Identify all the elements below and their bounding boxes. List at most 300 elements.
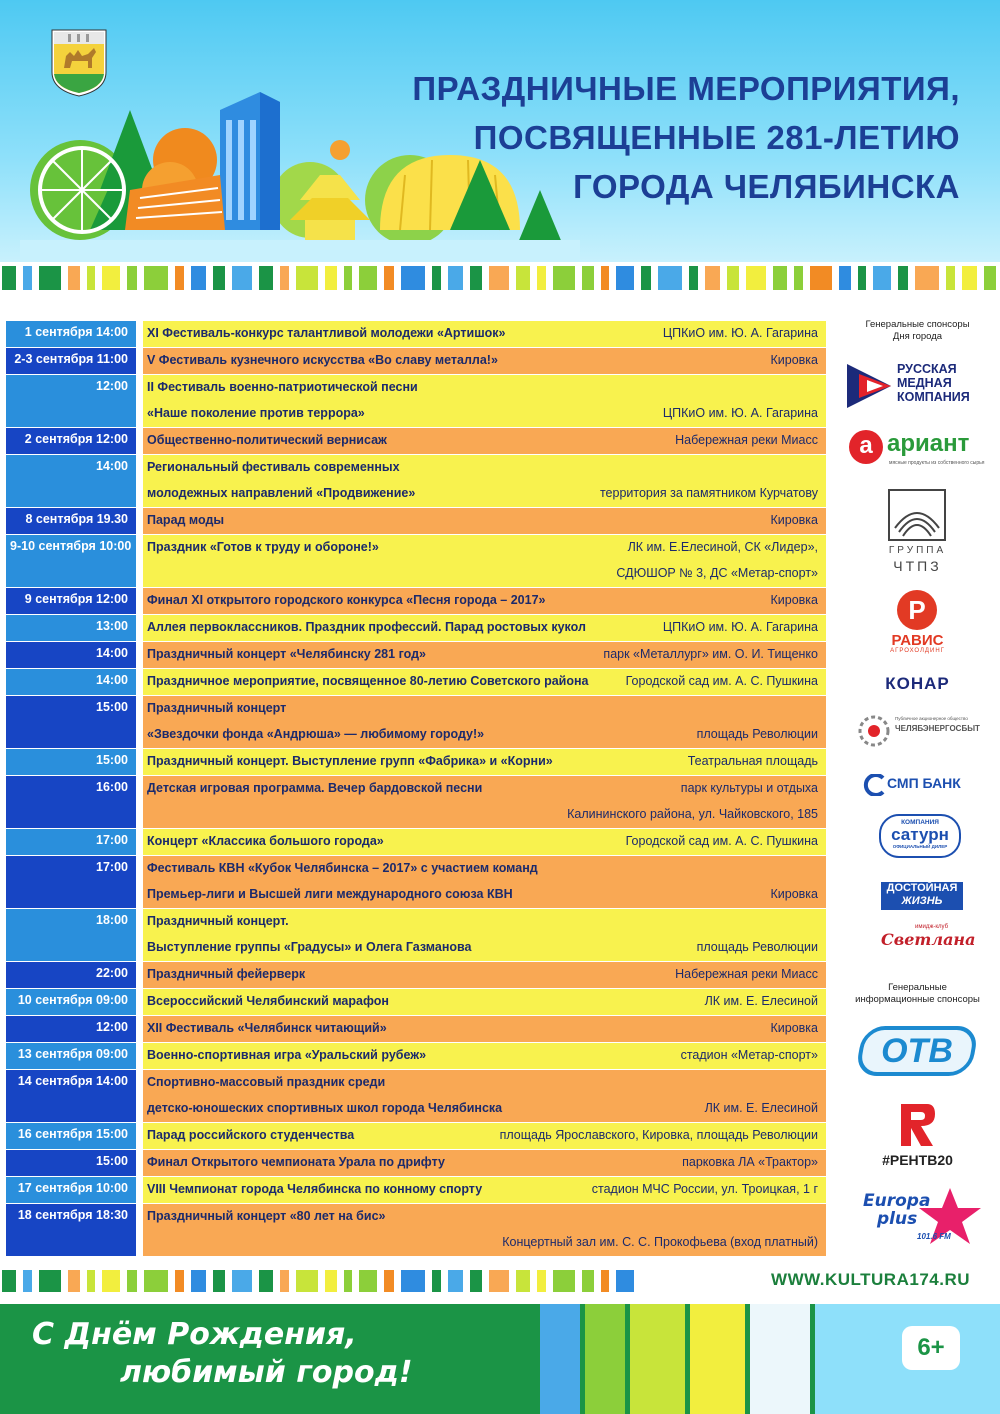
schedule-row (6, 1043, 826, 1069)
ren-tv-emblem-icon (895, 1100, 939, 1150)
event-time: 13 сентября 09:00 (6, 1043, 136, 1069)
event-title: Спортивно-массовый праздник среди (147, 1075, 386, 1089)
stripe-segment (344, 266, 352, 290)
event-time: 17 сентября 10:00 (6, 1177, 136, 1203)
event-line (147, 481, 818, 507)
event-place: площадь Ярославского, Кировка, площадь Революции (499, 1128, 818, 1142)
stripe-segment (296, 266, 318, 290)
stripe-segment (144, 266, 168, 290)
stripe-segment (175, 1270, 184, 1292)
stripe-segment (68, 1270, 80, 1292)
event-title: Праздник «Готов к труду и обороне!» (147, 540, 379, 554)
stripe-segment (401, 1270, 425, 1292)
event-time: 16:00 (6, 776, 136, 828)
schedule-row (6, 1123, 826, 1149)
heading-line: информационные спонсоры (855, 994, 980, 1005)
stripe-segment (658, 266, 682, 290)
event-place: СДЮШОР № 3, ДС «Метар-спорт» (616, 566, 818, 580)
event-details (143, 669, 826, 695)
heading-line: Дня города (892, 331, 943, 342)
event-time: 14 сентября 14:00 (6, 1070, 136, 1122)
logo-saturn (845, 814, 990, 864)
event-details (143, 535, 826, 587)
event-place: ЛК им. Е.Елесиной, СК «Лидер», (627, 540, 818, 554)
event-details (143, 1043, 826, 1069)
stripe-segment (616, 266, 634, 290)
svetlana-small-text: имидж-клуб (915, 924, 949, 930)
decorative-stripes-bottom (0, 1270, 640, 1292)
heading-line: Генеральные спонсоры (865, 319, 970, 330)
event-line (147, 1230, 818, 1256)
event-line (147, 321, 818, 347)
event-place (808, 909, 818, 935)
event-line (147, 428, 818, 454)
age-rating-badge: 6+ (902, 1326, 960, 1370)
event-line (147, 829, 818, 855)
event-place: Набережная реки Миасс (675, 433, 818, 447)
event-time: 17:00 (6, 829, 136, 855)
schedule-row (6, 989, 826, 1015)
event-place (808, 856, 818, 882)
logo-europa-plus (845, 1186, 990, 1248)
event-title: Фестиваль КВН «Кубок Челябинска – 2017» с участием команд (147, 861, 538, 875)
stripe-segment (773, 266, 787, 290)
event-line (147, 1096, 818, 1122)
stripe-segment (68, 266, 80, 290)
schedule-row (6, 1204, 826, 1256)
otv-text: ОТВ (881, 1032, 953, 1070)
event-line (147, 802, 818, 828)
event-place: Театральная площадь (687, 754, 818, 768)
schedule-row (6, 962, 826, 988)
logo-konar (845, 674, 990, 698)
stripe-segment (516, 1270, 530, 1292)
stripe-segment (516, 266, 530, 290)
stripe-segment (448, 266, 463, 290)
event-title: Региональный фестиваль современных (147, 460, 400, 474)
event-time: 15:00 (6, 749, 136, 775)
stripe-segment (470, 1270, 482, 1292)
title-line-2: ПОСВЯЩЕННЫЕ 281-ЛЕТИЮ (473, 119, 960, 156)
stripe-segment (984, 266, 996, 290)
website-link[interactable]: WWW.KULTURA174.RU (771, 1270, 970, 1289)
chtpz-emblem-icon (887, 488, 947, 542)
event-title: детско-юношеских спортивных школ города Челябинска (147, 1101, 503, 1115)
logo-chelyabenergosbyt (845, 712, 990, 752)
event-place: Кировка (770, 353, 818, 367)
stripe-segment (344, 1270, 352, 1292)
event-time: 18 сентября 18:30 (6, 1204, 136, 1256)
event-line (147, 455, 818, 481)
event-time: 1 сентября 14:00 (6, 321, 136, 347)
event-place (808, 455, 818, 481)
event-line (147, 1070, 818, 1096)
event-line (147, 561, 818, 587)
event-details (143, 375, 826, 427)
stripe-segment (191, 1270, 206, 1292)
ravis-emblem-icon: Р (897, 590, 937, 630)
event-details (143, 348, 826, 374)
stripe-segment (746, 266, 766, 290)
stripe-segment (102, 1270, 120, 1292)
general-sponsors-heading (835, 319, 1000, 343)
event-place: ЦПКиО им. Ю. А. Гагарина (662, 326, 818, 340)
schedule-row (6, 321, 826, 347)
stripe-segment (962, 266, 977, 290)
event-title: II Фестиваль военно-патриотической песни (147, 380, 418, 394)
event-place (808, 375, 818, 401)
event-time: 12:00 (6, 1016, 136, 1042)
stripe-segment (432, 266, 441, 290)
rmk-emblem-icon (845, 358, 895, 414)
ravis-subtext: АГРОХОЛДИНГ (890, 648, 945, 654)
event-details (143, 508, 826, 534)
event-line (147, 722, 818, 748)
event-place: ЦПКиО им. Ю. А. Гагарина (662, 620, 818, 634)
stripe-segment (325, 266, 337, 290)
sponsors-panel (835, 316, 1000, 1256)
stripe-segment (259, 1270, 273, 1292)
title-line-1: ПРАЗДНИЧНЫЕ МЕРОПРИЯТИЯ, (412, 70, 960, 107)
event-place: Кировка (770, 513, 818, 527)
stripe-segment (280, 1270, 289, 1292)
stripe-segment (689, 266, 698, 290)
schedule-row (6, 776, 826, 828)
stripe-segment (23, 1270, 32, 1292)
energosbyt-text: ЧЕЛЯБЭНЕРГОСБЫТ (895, 724, 980, 733)
event-place: парк культуры и отдыха (680, 781, 818, 795)
stripe-segment (432, 1270, 441, 1292)
event-line (147, 935, 818, 961)
header-banner (0, 0, 1000, 262)
event-line (147, 909, 818, 935)
rmk-text-3: КОМПАНИЯ (897, 390, 970, 404)
birthday-greeting (32, 1316, 413, 1392)
event-title: Аллея первоклассников. Праздник профессий. Парад ростовых кукол (147, 620, 586, 634)
event-line (147, 401, 818, 427)
stripe-segment (858, 266, 866, 290)
event-time: 2-3 сентября 11:00 (6, 348, 136, 374)
event-place (808, 696, 818, 722)
event-place: Городской сад им. А. С. Пушкина (625, 834, 818, 848)
event-time: 18:00 (6, 909, 136, 961)
event-title: «Наше поколение против террора» (147, 406, 365, 420)
event-title: Праздничный концерт. (147, 914, 289, 928)
stripe-segment (794, 266, 803, 290)
stripe-segment (213, 1270, 225, 1292)
event-details (143, 1204, 826, 1256)
stripe-segment (384, 1270, 394, 1292)
ravis-text: РАВИС (891, 632, 944, 649)
stripe-segment (127, 1270, 137, 1292)
event-line (147, 615, 818, 641)
stripe-segment (102, 266, 120, 290)
schedule-row (6, 1016, 826, 1042)
rmk-text-1: РУССКАЯ (897, 362, 957, 376)
event-place: Городской сад им. А. С. Пушкина (625, 674, 818, 688)
event-place: парковка ЛА «Трактор» (682, 1155, 818, 1169)
event-line (147, 535, 818, 561)
event-details (143, 829, 826, 855)
stripe-segment (127, 266, 137, 290)
stripe-segment (705, 266, 720, 290)
event-title: Общественно-политический вернисаж (147, 433, 387, 447)
event-details (143, 1070, 826, 1122)
stripe-segment (641, 266, 651, 290)
saturn-text-3: ОФИЦИАЛЬНЫЙ ДИЛЕР (892, 844, 948, 849)
event-details (143, 1123, 826, 1149)
event-line (147, 508, 818, 534)
rmk-text-2: МЕДНАЯ (897, 376, 952, 390)
schedule-row (6, 508, 826, 534)
event-line (147, 882, 818, 908)
stripe-segment (87, 1270, 95, 1292)
schedule-row (6, 749, 826, 775)
event-title: Праздничный концерт (147, 701, 287, 715)
smp-text: СМП БАНК (887, 775, 961, 791)
smp-emblem-icon (863, 774, 885, 796)
schedule-row (6, 829, 826, 855)
event-title: Праздничный концерт. Выступление групп «Фабрика» и «Корни» (147, 754, 553, 768)
event-place: Кировка (770, 1021, 818, 1035)
schedule-row (6, 348, 826, 374)
ren-tv-text: #РЕНТВ20 (882, 1152, 953, 1168)
event-title: Парад моды (147, 513, 225, 527)
event-line (147, 696, 818, 722)
saturn-text-1: КОМПАНИЯ (901, 819, 939, 826)
event-title: Праздничный фейерверк (147, 967, 306, 981)
schedule-row (6, 375, 826, 427)
logo-russian-copper-company (845, 358, 990, 414)
event-title: Праздничный концерт «80 лет на бис» (147, 1209, 386, 1223)
event-line (147, 588, 818, 614)
event-line (147, 1016, 818, 1042)
stripe-segment (582, 266, 594, 290)
chtpz-text-1: ГРУППА (888, 545, 947, 556)
stripe-segment (489, 1270, 509, 1292)
event-line (147, 776, 818, 802)
event-place: Кировка (770, 887, 818, 901)
europa-text-2: plus (877, 1209, 918, 1229)
event-time: 14:00 (6, 669, 136, 695)
event-title: Детская игровая программа. Вечер бардовской песни (147, 781, 483, 795)
stripe-segment (616, 1270, 634, 1292)
event-line (147, 348, 818, 374)
event-title: Военно-спортивная игра «Уральский рубеж» (147, 1048, 427, 1062)
schedule-row (6, 909, 826, 961)
event-line (147, 856, 818, 882)
event-place: ЛК им. Е. Елесиной (704, 994, 818, 1008)
stripe-segment (873, 266, 891, 290)
stripe-segment (39, 1270, 61, 1292)
stripe-segment (2, 266, 16, 290)
event-schedule (6, 321, 826, 1257)
event-title: Праздничный концерт «Челябинску 281 год» (147, 647, 426, 661)
event-place: Концертный зал им. С. С. Прокофьева (вход платный) (502, 1235, 818, 1249)
event-title: Финал Открытого чемпионата Урала по дрифту (147, 1155, 445, 1169)
event-line (147, 749, 818, 775)
greeting-line-1: С Днём Рождения, (32, 1317, 357, 1352)
event-line (147, 375, 818, 401)
energosbyt-small-text: Публичное акционерное общество (895, 716, 968, 721)
event-line (147, 1123, 818, 1149)
event-title: Концерт «Классика большого города» (147, 834, 384, 848)
event-details (143, 588, 826, 614)
event-details (143, 1150, 826, 1176)
event-line (147, 1150, 818, 1176)
dostoynaya-text-1: ДОСТОЙНАЯ (886, 882, 958, 894)
heading-line: Генеральные (888, 982, 947, 993)
stripe-segment (727, 266, 739, 290)
event-line (147, 1177, 818, 1203)
stripe-segment (489, 266, 509, 290)
stripe-segment (175, 266, 184, 290)
event-place: стадион «Метар-спорт» (680, 1048, 818, 1062)
event-time: 8 сентября 19.30 (6, 508, 136, 534)
stripe-segment (232, 1270, 252, 1292)
stripe-segment (39, 266, 61, 290)
event-line (147, 1043, 818, 1069)
stripe-segment (537, 1270, 546, 1292)
logo-svetlana (845, 924, 990, 954)
event-details (143, 455, 826, 507)
saturn-badge (879, 814, 961, 858)
stripe-segment (601, 266, 609, 290)
greeting-line-2: любимый город! (120, 1355, 413, 1390)
stripe-segment (213, 266, 225, 290)
title-line-3: ГОРОДА ЧЕЛЯБИНСКА (573, 168, 960, 205)
dostoynaya-badge (881, 882, 963, 910)
europa-frequency: 101.6 FM (917, 1232, 951, 1241)
stripe-segment (553, 266, 575, 290)
event-details (143, 321, 826, 347)
event-time: 14:00 (6, 642, 136, 668)
stripe-segment (296, 1270, 318, 1292)
event-time: 2 сентября 12:00 (6, 428, 136, 454)
event-place: парк «Металлург» им. О. И. Тищенко (603, 647, 818, 661)
event-details (143, 696, 826, 748)
energosbyt-emblem-icon (857, 714, 891, 748)
schedule-row (6, 642, 826, 668)
event-place: площадь Революции (696, 727, 818, 741)
stripe-segment (898, 266, 908, 290)
chtpz-text-2: ЧТПЗ (893, 558, 942, 574)
event-details (143, 428, 826, 454)
event-title: Премьер-лиги и Высшей лиги международного союза КВН (147, 887, 513, 901)
event-title: Всероссийский Челябинский марафон (147, 994, 389, 1008)
event-title: VIII Чемпионат города Челябинска по конному спорту (147, 1182, 483, 1196)
event-line (147, 642, 818, 668)
stripe-segment (232, 266, 252, 290)
logo-dostoynaya-zhizn (845, 882, 990, 912)
event-title: XII Фестиваль «Челябинск читающий» (147, 1021, 387, 1035)
event-line (147, 962, 818, 988)
event-place: площадь Революции (696, 940, 818, 954)
stripe-segment (553, 1270, 575, 1292)
stripe-segment (384, 266, 394, 290)
event-details (143, 615, 826, 641)
event-title: V Фестиваль кузнечного искусства «Во славу металла!» (147, 353, 498, 367)
event-time: 17:00 (6, 856, 136, 908)
ariant-text: ариант (887, 430, 970, 457)
event-details (143, 909, 826, 961)
event-title: Финал XI открытого городского конкурса «Песня города – 2017» (147, 593, 546, 607)
stripe-segment (401, 266, 425, 290)
logo-otv (845, 1022, 990, 1084)
event-details (143, 642, 826, 668)
stripe-segment (601, 1270, 609, 1292)
event-title: Парад российского студенчества (147, 1128, 355, 1142)
event-place (808, 1204, 818, 1230)
event-time: 22:00 (6, 962, 136, 988)
dostoynaya-text-2: ЖИЗНЬ (901, 895, 943, 907)
stripe-segment (191, 266, 206, 290)
event-place: Калининского района, ул. Чайковского, 185 (567, 807, 818, 821)
event-time: 13:00 (6, 615, 136, 641)
event-place (808, 1070, 818, 1096)
stripe-segment (537, 266, 546, 290)
schedule-row (6, 696, 826, 748)
schedule-row (6, 669, 826, 695)
event-details (143, 776, 826, 828)
schedule-row (6, 535, 826, 587)
event-place: территория за памятником Курчатову (599, 486, 818, 500)
event-place: ЦПКиО им. Ю. А. Гагарина (662, 406, 818, 420)
stripe-segment (23, 266, 32, 290)
event-details (143, 856, 826, 908)
event-time: 9-10 сентября 10:00 (6, 535, 136, 587)
event-title: Праздничное мероприятие, посвященное 80-летию Советского района (147, 674, 589, 688)
event-title: Выступление группы «Градусы» и Олега Газманова (147, 940, 472, 954)
event-title: «Звездочки фонда «Андрюша» — любимому городу!» (147, 727, 485, 741)
event-time: 15:00 (6, 696, 136, 748)
stripe-segment (280, 266, 289, 290)
ariant-emblem-icon: а (849, 430, 883, 464)
schedule-row (6, 428, 826, 454)
event-place: стадион МЧС России, ул. Троицкая, 1 г (591, 1182, 818, 1196)
schedule-row (6, 1070, 826, 1122)
event-place: ЛК им. Е. Елесиной (704, 1101, 818, 1115)
europa-text-1: Europa (863, 1191, 931, 1211)
logo-ravis (845, 590, 990, 656)
event-title: XI Фестиваль-конкурс талантливой молодежи «Артишок» (147, 326, 506, 340)
ariant-subtext: мясные продукты из собственного сырья (889, 460, 985, 466)
event-details (143, 1177, 826, 1203)
logo-ren-tv (845, 1100, 990, 1172)
event-details (143, 962, 826, 988)
stripe-segment (915, 266, 939, 290)
event-time: 9 сентября 12:00 (6, 588, 136, 614)
event-line (147, 1204, 818, 1230)
stripe-segment (582, 1270, 594, 1292)
schedule-row (6, 615, 826, 641)
event-place: Кировка (770, 593, 818, 607)
logo-chtpz (845, 488, 990, 576)
event-time: 12:00 (6, 375, 136, 427)
stripe-segment (87, 266, 95, 290)
stripe-segment (946, 266, 955, 290)
info-sponsors-heading (835, 982, 1000, 1006)
schedule-row (6, 1150, 826, 1176)
event-line (147, 669, 818, 695)
stripe-segment (810, 266, 832, 290)
event-place: Набережная реки Миасс (675, 967, 818, 981)
stripe-segment (839, 266, 851, 290)
logo-ariant (845, 428, 990, 472)
poster-title (340, 64, 960, 211)
svetlana-text: Светлана (881, 930, 976, 949)
event-time: 15:00 (6, 1150, 136, 1176)
